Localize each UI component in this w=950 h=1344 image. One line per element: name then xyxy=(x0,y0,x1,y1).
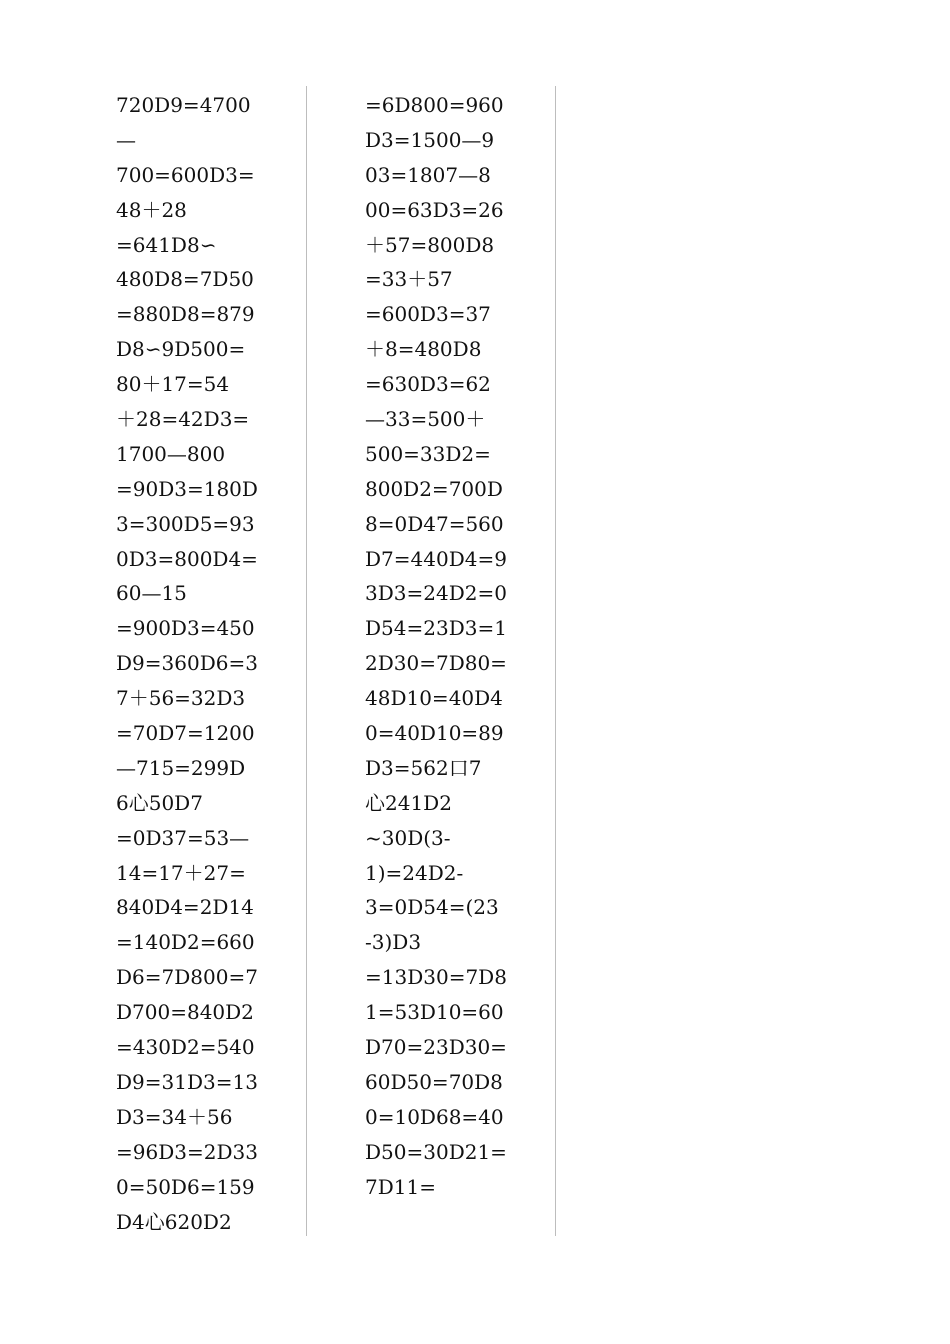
equation-line: =6D800=960 xyxy=(365,93,504,117)
equation-line: 8=0D47=560 xyxy=(365,511,504,536)
equation-line: ＋8=480D8 xyxy=(365,337,482,362)
equation-line: D54=23D3=1 xyxy=(365,616,507,641)
equation-line: 14=17＋27= xyxy=(116,860,246,885)
text-column-left xyxy=(116,88,258,1239)
equation-line: ~30D(3- xyxy=(365,825,451,850)
equation-line: =630D3=62 xyxy=(365,372,491,397)
equation-line: D9=360D6=3 xyxy=(116,651,258,676)
equation-line: 3=0D54=(23 xyxy=(365,895,499,920)
equation-line: -3)D3 xyxy=(365,930,422,955)
equation-line: — xyxy=(116,127,136,152)
equation-line: ＋28=42D3= xyxy=(116,407,250,432)
equation-line: 3D3=24D2=0 xyxy=(365,581,507,606)
equation-line: 1700—800 xyxy=(116,441,226,466)
equation-line: 0D3=800D4= xyxy=(116,546,258,571)
equation-line: D3=1500—9 xyxy=(365,127,495,152)
equation-line: D6=7D800=7 xyxy=(116,965,258,990)
equation-line: 700=600D3= xyxy=(116,162,255,187)
equation-line: D50=30D21= xyxy=(365,1139,507,1164)
equation-line: 48＋28 xyxy=(116,197,187,222)
equation-line: =600D3=37 xyxy=(365,302,491,327)
equation-line: D70=23D30= xyxy=(365,1035,507,1060)
equation-line: =641D8∽ xyxy=(116,232,217,257)
equation-line: D8∽9D500= xyxy=(116,337,246,362)
equation-line: =140D2=660 xyxy=(116,930,255,955)
equation-line: =96D3=2D33 xyxy=(116,1139,258,1164)
equation-line: D4心620D2 xyxy=(116,1209,232,1234)
equation-line: 800D2=700D xyxy=(365,476,503,501)
equation-line: 2D30=7D80= xyxy=(365,651,507,676)
equation-line: 80＋17=54 xyxy=(116,372,230,397)
text-column-right xyxy=(365,88,507,1205)
equation-line: D9=31D3=13 xyxy=(116,1069,258,1094)
equation-line: ＋57=800D8 xyxy=(365,232,495,257)
equation-line: —715=299D xyxy=(116,755,246,780)
equation-line: 7D11= xyxy=(365,1174,436,1199)
equation-line: —33=500＋ xyxy=(365,407,486,432)
equation-line: D7=440D4=9 xyxy=(365,546,507,571)
equation-line: 840D4=2D14 xyxy=(116,895,254,920)
equation-line: 48D10=40D4 xyxy=(365,686,503,711)
equation-line: 480D8=7D50 xyxy=(116,267,254,292)
equation-line: 60D50=70D8 xyxy=(365,1069,503,1094)
equation-line: =0D37=53— xyxy=(116,825,250,850)
column-divider-right xyxy=(555,86,556,1236)
equation-line: 6心50D7 xyxy=(116,790,203,815)
equation-line: =13D30=7D8 xyxy=(365,965,507,990)
equation-line: 0=10D68=40 xyxy=(365,1104,504,1129)
equation-line: =880D8=879 xyxy=(116,302,255,327)
equation-line: 0=50D6=159 xyxy=(116,1174,255,1199)
equation-line: =90D3=180D xyxy=(116,476,258,501)
equation-line: 7＋56=32D3 xyxy=(116,686,246,711)
equation-line: D3=562口7 xyxy=(365,755,482,780)
equation-line: =900D3=450 xyxy=(116,616,255,641)
equation-line: 720D9=4700 xyxy=(116,93,251,117)
equation-line: 0=40D10=89 xyxy=(365,721,504,746)
equation-line: 60—15 xyxy=(116,581,187,606)
equation-line: 00=63D3=26 xyxy=(365,197,504,222)
equation-line: D3=34＋56 xyxy=(116,1104,233,1129)
equation-line: =33＋57 xyxy=(365,267,453,292)
equation-line: =430D2=540 xyxy=(116,1035,255,1060)
equation-line: 1)=24D2- xyxy=(365,860,464,885)
equation-line: 心241D2 xyxy=(365,790,452,815)
equation-line: 1=53D10=60 xyxy=(365,1000,504,1025)
column-divider-left xyxy=(306,86,307,1236)
equation-line: D700=840D2 xyxy=(116,1000,254,1025)
equation-line: =70D7=1200 xyxy=(116,721,255,746)
equation-line: 3=300D5=93 xyxy=(116,511,255,536)
equation-line: 500=33D2= xyxy=(365,441,491,466)
equation-line: 03=1807—8 xyxy=(365,162,491,187)
